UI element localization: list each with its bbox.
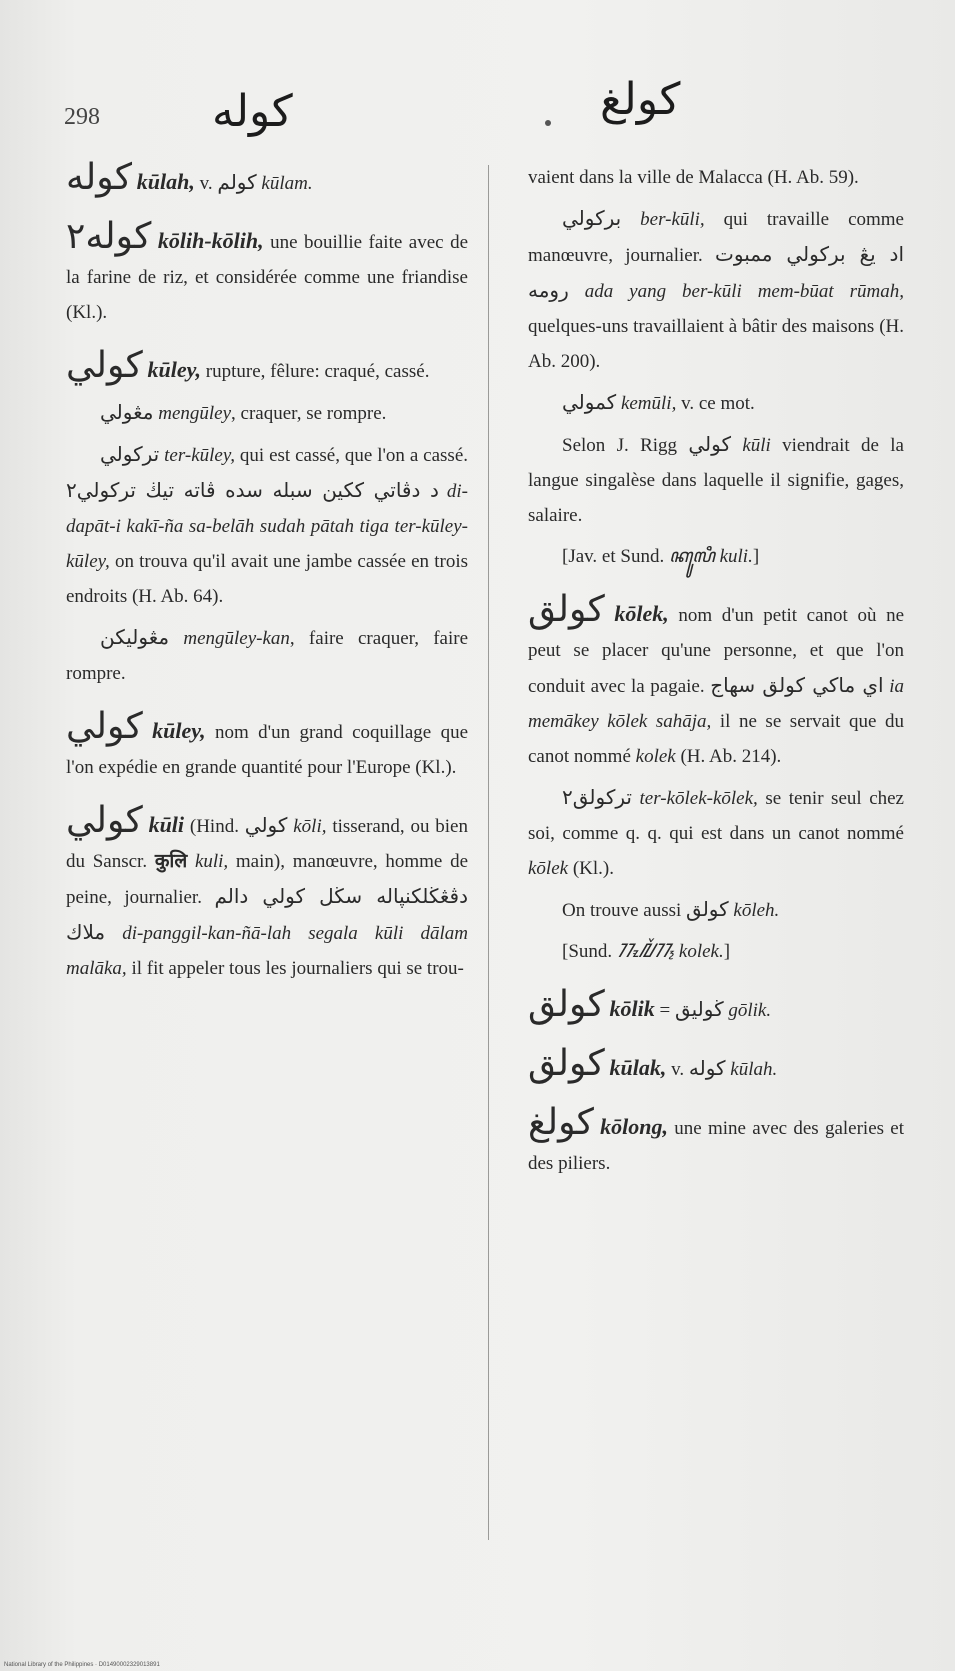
entry-kulak: كولق kūlak, v. كوله kūlah. [528, 1043, 778, 1084]
right-column [528, 160, 904, 1181]
note-jav-sund: [Jav. et Sund. ꦏꦸꦭꦶ kuli.] [562, 546, 760, 567]
entry-kuli: كولي kūli (Hind. كولي kōli, tisserand, ou bien du Sanscr. कुलि kuli, main), manœuvre, homme de peine, journalier. دڤڠڬلکنڽاله سڬل كولي دالم ملاك di-panggil-kan-ñā-lah segala kūli dālam malāka, il fit appeler tous les journaliers qui se trou- [66, 800, 469, 979]
entry-kolong: كولغ kōlong, une mine avec des galeries et des piliers. [528, 1102, 905, 1174]
entry-kulah: كوله kūlah, v. كولم kūlam. [66, 157, 313, 198]
entry-kolih-kolih: كوله٢ kōlih-kōlih, une bouillie faite avec de la farine de riz, et considérée comme une friandise (Kl.). [66, 216, 469, 323]
scan-footer: National Library of the Philippines · D01490002329013891 [4, 1662, 160, 1668]
entry-kolik: كولق kōlik = ڬوليق gōlik. [528, 984, 772, 1025]
note-koleh: On trouve aussi كولق kōleh. [562, 897, 780, 921]
entry-kuley-rupture: كولي kūley, rupture, fêlure: craqué, cassé. [66, 345, 430, 386]
note-sund-kolek: [Sund. ᮊᮧᮜᮨᮊ᮪ kolek.] [562, 941, 731, 962]
subentry-menguley: مڠولي mengūley, craquer, se rompre. [100, 400, 387, 424]
page-number: 298 [64, 104, 100, 130]
subentry-ber-kuli: برکولي ber-kūli, qui travaille comme manœuvre, journalier. اد يڠ برکولي ممبوت رومه ada yang ber-kūli mem-būat rūmah, quelques-uns travaillaient à bâtir des maisons (H. Ab. 200). [528, 206, 904, 372]
subentry-kemuli: کمولي kemūli, v. ce mot. [562, 390, 755, 414]
continuation-text: vaient dans la ville de Malacca (H. Ab. 59). [528, 167, 859, 188]
note-rigg: Selon J. Rigg كولي kūli viendrait de la langue singalèse dans laquelle il signifie, gages, salaire. [528, 432, 904, 526]
subentry-ter-kuley: ترکولي ter-kūley, qui est cassé, que l'on a cassé. د دڤاتي ککين سبله سده ڤاته تيڬ ترکولي٢ di-dapāt-i kakī-ña sa-belāh sudah pātah tiga ter-kūley-kūley, on trouva qu'il avait une jambe cassée en trois endroits (H. Ab. 64). [66, 442, 468, 607]
entry-kolek: كولق kōlek, nom d'un petit canot où ne peut se placer qu'une personne, et que l'on conduit avec la pagaie. اي ماکي كولق سهاج ia memākey kōlek sahāja, il ne se servait que du canot nommé kolek (H. Ab. 214). [528, 589, 904, 767]
running-head-left: كوله [212, 86, 293, 137]
column-rule [488, 165, 489, 1540]
left-column [66, 157, 469, 986]
subentry-menguley-kan: مڠوليکن mengūley-kan, faire craquer, faire rompre. [66, 625, 468, 684]
entry-kuley-coquillage: كولي kūley, nom d'un grand coquillage que l'on expédie en grande quantité pour l'Europe (Kl.). [66, 706, 469, 778]
running-head-right: كولغ [600, 74, 681, 125]
subentry-ter-kolek: ترکولق٢ ter-kōlek-kōlek, se tenir seul chez soi, comme q. q. qui est dans un canot nommé kōlek (Kl.). [528, 785, 904, 879]
ornament-dot [545, 120, 551, 126]
